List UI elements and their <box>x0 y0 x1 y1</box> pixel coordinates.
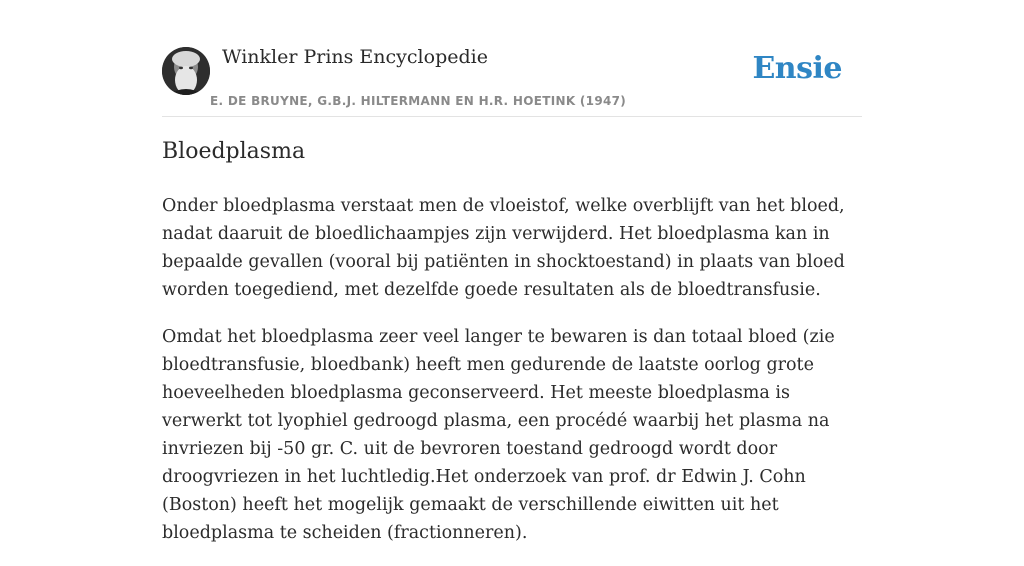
source-title[interactable]: Winkler Prins Encyclopedie <box>222 46 488 68</box>
page <box>162 0 862 543</box>
portrait-icon <box>162 47 210 95</box>
article-paragraph: Onder bloedplasma verstaat men de vloeistof, welke overblijft van het bloed, nadat daaruit de bloedlichaampjes zijn verwijderd. Het bloedplasma kan in bepaalde gevallen (vooral bij patiënten in shocktoestand) in plaats van bloed worden toegediend, met dezelfde goede resultaten als de bloedtransfusie. <box>162 196 845 300</box>
source-authors: E. DE BRUYNE, G.B.J. HILTERMANN EN H.R. HOETINK (1947) <box>210 94 627 108</box>
source-header <box>162 0 862 117</box>
ensie-logo[interactable]: Ensie <box>752 51 842 86</box>
source-avatar[interactable] <box>162 47 210 95</box>
article-body <box>162 192 862 566</box>
article-paragraph: Omdat het bloedplasma zeer veel langer te bewaren is dan totaal bloed (zie bloedtransfusie, bloedbank) heeft men gedurende de laatste oorlog grote hoeveelheden bloedplasma geconserveerd. Het meeste bloedplasma is verwerkt tot lyophiel gedroogd plasma, een procédé waarbij het plasma na invriezen bij -50 gr. C. uit de bevroren toestand gedroogd wordt door droogvriezen in het luchtledig.Het onderzoek van prof. dr Edwin J. Cohn (Boston) heeft het mogelijk gemaakt de verschillende eiwitten uit het bloedplasma te scheiden (fractionneren). <box>162 327 835 543</box>
article-title: Bloedplasma <box>162 139 306 164</box>
